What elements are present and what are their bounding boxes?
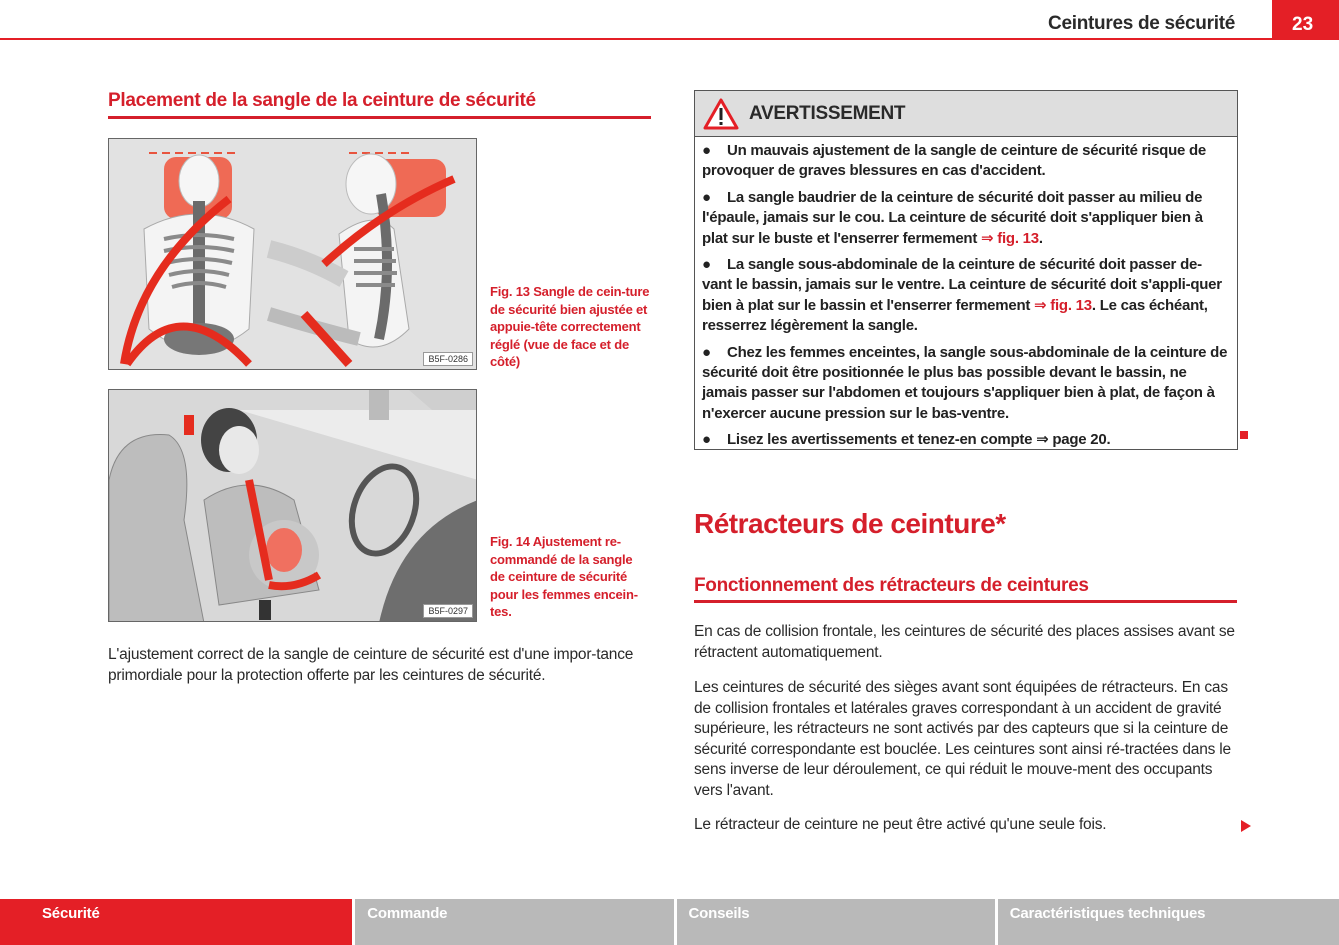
figure-code: B5F-0286	[423, 352, 473, 366]
skeleton-seatbelt-illustration	[109, 139, 477, 370]
warning-title: AVERTISSEMENT	[749, 102, 906, 124]
warning-item: ● Chez les femmes enceintes, la sangle sous-abdominale de la ceinture de sécurité doit être positionnée le plus bas possible devant le bassin, ne jamais passer sur l'abdomen et toujours s'appliquer bien à plat, de façon à n'exercer aucune pression sur le bas-ventre.	[702, 343, 1228, 422]
figure-13-image	[108, 138, 477, 370]
section-heading-rule	[108, 116, 651, 119]
footer-tab-securite[interactable]: Sécurité	[0, 899, 352, 945]
footer-navigation	[0, 899, 1339, 945]
body-paragraph: Le rétracteur de ceinture ne peut être activé qu'une seule fois.	[694, 816, 1107, 833]
footer-tab-caracteristiques[interactable]: Caractéristiques techniques	[998, 899, 1339, 945]
chapter-heading: Rétracteurs de ceinture*	[694, 508, 1006, 539]
continue-arrow-icon	[1241, 820, 1251, 832]
warning-item: ● La sangle sous-abdominale de la ceinture de sécurité doit passer de-vant le bassin, jamais sur le ventre. La ceinture de sécurité doit s'appli-quer bien à plat sur le bassin et l'enserrer fermement ⇒ fig. 13. Le cas échéant, resserrez légèrement la sangle.	[702, 256, 1222, 335]
pregnant-woman-seatbelt-illustration	[109, 390, 477, 622]
body-paragraph: L'ajustement correct de la sangle de ceinture de sécurité est d'une impor-tance primordiale pour la protection offerte par les ceintures de sécurité.	[108, 646, 634, 684]
warning-triangle-icon	[703, 98, 739, 130]
section-end-square-icon	[1240, 431, 1248, 439]
page-number: 23	[1272, 0, 1339, 40]
running-header-title: Ceintures de sécurité	[1048, 13, 1235, 34]
section-heading-placement: Placement de la sangle de la ceinture de sécurité	[108, 90, 536, 111]
body-paragraph: En cas de collision frontale, les ceintures de sécurité des places assises avant se rétractent automatiquement.	[694, 623, 1235, 661]
figure-13-caption: Fig. 13 Sangle de cein-ture de sécurité bien ajustée et appuie-tête correctement réglé (vue de face et de côté)	[490, 284, 650, 369]
figure-14-image	[108, 389, 477, 622]
bullet: ●	[702, 431, 711, 449]
section-heading-retracteurs: Fonctionnement des rétracteurs de ceintures	[694, 575, 1089, 596]
header-rule	[0, 38, 1272, 40]
footer-tab-conseils[interactable]: Conseils	[677, 899, 995, 945]
warning-item: ● Lisez les avertissements et tenez-en compte ⇒ page 20.	[702, 430, 1229, 450]
bullet: ●	[702, 142, 711, 159]
figure-14-caption: Fig. 14 Ajustement re-commandé de la sangle de ceinture de sécurité pour les femmes encein-tes.	[490, 534, 638, 619]
figure-reference-link[interactable]: ⇒ fig. 13	[1034, 296, 1092, 314]
warning-item: ● La sangle baudrier de la ceinture de sécurité doit passer au milieu de l'épaule, jamais sur le cou. La ceinture de sécurité doit s'appliquer bien à plat sur le buste et l'enserrer fermement ⇒ fig. 13.	[702, 188, 1203, 247]
figure-code: B5F-0297	[423, 604, 473, 618]
bullet: ●	[702, 256, 711, 274]
warning-header	[695, 91, 1237, 137]
warning-box	[694, 90, 1238, 450]
warning-list	[695, 137, 1237, 451]
warning-item: ● Un mauvais ajustement de la sangle de ceinture de sécurité risque de provoquer de graves blessures en cas d'accident.	[702, 142, 1207, 180]
figure-reference-link[interactable]: ⇒ fig. 13	[981, 229, 1039, 247]
bullet: ●	[702, 188, 711, 206]
body-paragraph: Les ceintures de sécurité des sièges avant sont équipées de rétracteurs. En cas de collision frontales et latérales graves correspondant à un accident de gravité supérieure, les rétracteurs ne sont activés par des capteurs que si la ceinture de sécurité correspondante est bouclée. Les ceintures sont ainsi ré-tractées dans le sens inverse de leur déroulement, ce qui réduit le mouve-ment des occupants vers l'avant.	[694, 679, 1231, 799]
bullet: ●	[702, 343, 711, 361]
section-heading-rule	[694, 600, 1237, 603]
footer-tab-commande[interactable]: Commande	[355, 899, 673, 945]
